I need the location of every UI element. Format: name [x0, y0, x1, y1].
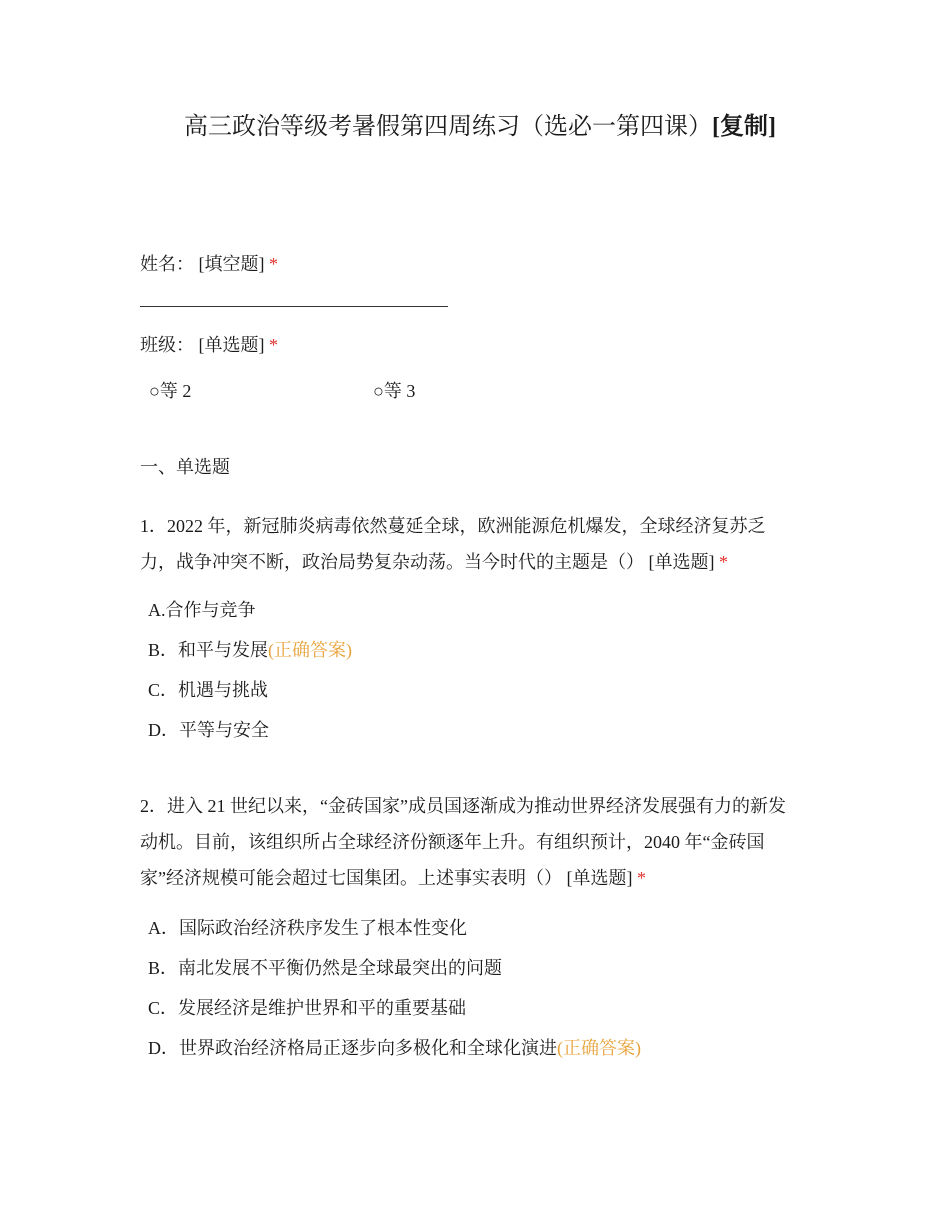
- question-2-line-3-text: 家”经济规模可能会超过七国集团。上述事实表明（）: [140, 868, 562, 888]
- section-heading: 一、单选题: [140, 457, 230, 477]
- question-1-stem: [140, 508, 820, 580]
- question-2-option-b[interactable]: [148, 955, 502, 981]
- question-1-option-b[interactable]: [148, 637, 352, 663]
- question-2-line-1: 2．进入 21 世纪以来，“金砖国家”成员国逐渐成为推动世界经济发展强有力的新发: [140, 796, 786, 816]
- name-question: [140, 251, 278, 277]
- option-text: D．平等与安全: [148, 720, 269, 740]
- required-mark: *: [719, 552, 728, 572]
- question-1-line-2: [140, 544, 820, 580]
- class-option-2[interactable]: ○等 3: [373, 381, 416, 401]
- option-text: A.合作与竞争: [148, 600, 256, 620]
- title-copy-tag: [复制]: [712, 114, 776, 140]
- option-text: C．机遇与挑战: [148, 680, 269, 700]
- name-question-type: [填空题]: [198, 254, 265, 274]
- question-1-line-2-text: 力，战争冲突不断，政治局势复杂动荡。当今时代的主题是（）: [140, 552, 644, 572]
- name-label: 姓名：: [140, 254, 194, 274]
- class-question-type: [单选题]: [198, 335, 265, 355]
- question-2-line-3: [140, 860, 820, 896]
- name-input-line[interactable]: [140, 306, 448, 307]
- option-text: A．国际政治经济秩序发生了根本性变化: [148, 918, 467, 938]
- class-label: 班级：: [140, 335, 194, 355]
- class-question: [140, 332, 278, 358]
- question-2-option-c[interactable]: [148, 995, 466, 1021]
- required-mark: *: [269, 335, 278, 355]
- option-text: B．南北发展不平衡仍然是全球最突出的问题: [148, 958, 503, 978]
- option-text: D．世界政治经济格局正逐步向多极化和全球化演进: [148, 1038, 557, 1058]
- required-mark: *: [269, 254, 278, 274]
- correct-answer-mark: (正确答案): [268, 640, 353, 660]
- question-1-option-d[interactable]: [148, 717, 269, 743]
- question-1-option-c[interactable]: [148, 677, 268, 703]
- required-mark: *: [637, 868, 646, 888]
- question-2-stem: [140, 788, 820, 896]
- correct-answer-mark: (正确答案): [557, 1038, 641, 1058]
- question-2-option-d[interactable]: [148, 1035, 641, 1061]
- question-2-option-a[interactable]: [148, 915, 467, 941]
- question-2-type: [单选题]: [566, 868, 633, 888]
- option-text: B．和平与发展: [148, 640, 269, 660]
- question-2-line-2: 动机。目前，该组织所占全球经济份额逐年上升。有组织预计，2040 年“金砖国: [140, 832, 765, 852]
- question-1-line-1: 1．2022 年，新冠肺炎病毒依然蔓延全球，欧洲能源危机爆发，全球经济复苏乏: [140, 516, 766, 536]
- document-title: [0, 110, 950, 144]
- option-text: C．发展经济是维护世界和平的重要基础: [148, 998, 467, 1018]
- title-text: 高三政治等级考暑假第四周练习（选必一第四课）: [184, 114, 712, 140]
- question-1-type: [单选题]: [648, 552, 715, 572]
- question-1-option-a[interactable]: [148, 597, 256, 623]
- class-option-1[interactable]: ○等 2: [149, 381, 192, 401]
